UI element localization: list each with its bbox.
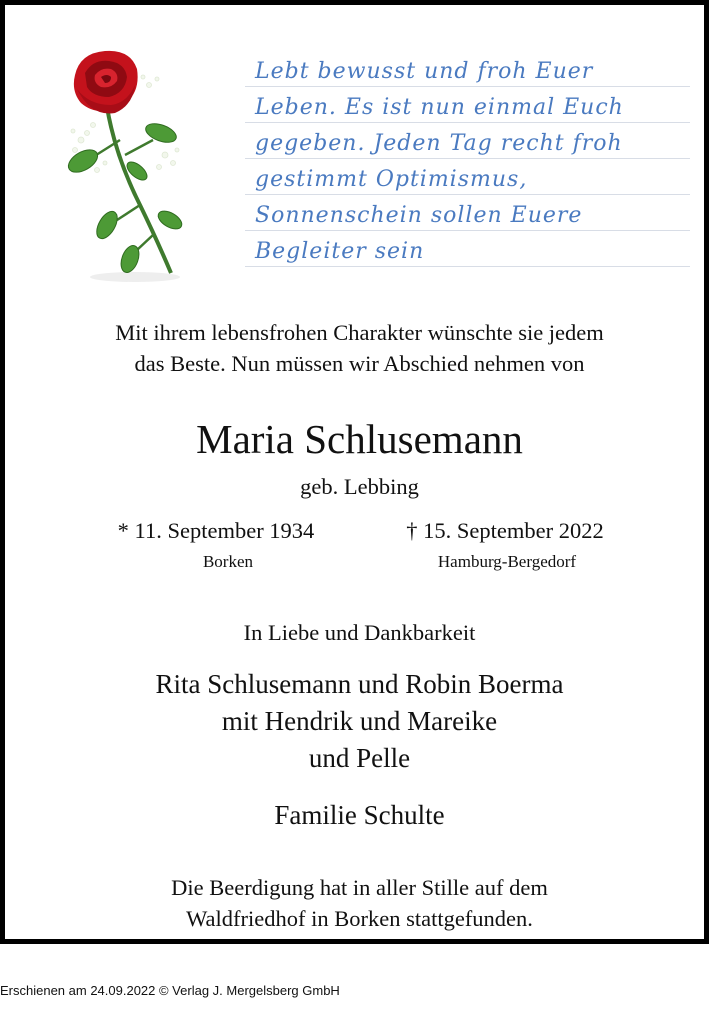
mourner-line: mit Hendrik und Mareike: [221, 706, 498, 736]
birth-place: Borken: [202, 552, 254, 571]
birth-date: * 11. September 1934: [117, 518, 315, 543]
death-date: † 15. September 2022: [406, 518, 604, 543]
intro-text: [5, 317, 709, 379]
handwritten-line-text: Lebt bewusst und froh Euer: [255, 59, 594, 84]
death-place: Hamburg-Bergedorf: [437, 552, 577, 571]
handwritten-line: [245, 122, 690, 159]
handwritten-poem: [245, 50, 690, 270]
intro-line: Mit ihrem lebensfrohen Charakter wünschte sie jedem: [115, 320, 604, 345]
handwritten-line-text: Begleiter sein: [255, 239, 425, 264]
handwritten-line-text: Sonnenschein sollen Euere: [255, 203, 583, 228]
handwritten-line-text: gestimmt Optimismus,: [255, 167, 528, 192]
second-family: Familie Schulte: [274, 800, 445, 830]
publication-footer: Erschienen am 24.09.2022 © Verlag J. Mergelsberg GmbH: [0, 983, 340, 998]
burial-line: Waldfriedhof in Borken stattgefunden.: [186, 906, 533, 931]
handwritten-line: [245, 86, 690, 123]
closing-text: In Liebe und Dankbarkeit: [243, 620, 476, 645]
red-rose-icon: [45, 45, 215, 285]
handwritten-line-text: Leben. Es ist nun einmal Euch: [255, 95, 624, 120]
mourner-line: Rita Schlusemann und Robin Boerma: [155, 669, 564, 699]
deceased-name: Maria Schlusemann: [196, 416, 523, 462]
handwritten-line: [245, 230, 690, 267]
burial-notice: [5, 872, 709, 934]
maiden-name: geb. Lebbing: [300, 474, 419, 499]
handwritten-line: [245, 158, 690, 195]
mourner-line: und Pelle: [308, 743, 411, 773]
handwritten-line-text: gegeben. Jeden Tag recht froh: [255, 131, 623, 156]
handwritten-line: [245, 50, 690, 87]
handwritten-line: [245, 194, 690, 231]
mourners-list: [5, 666, 709, 777]
burial-line: Die Beerdigung hat in aller Stille auf dem: [171, 875, 548, 900]
intro-line: das Beste. Nun müssen wir Abschied nehmen von: [134, 351, 585, 376]
